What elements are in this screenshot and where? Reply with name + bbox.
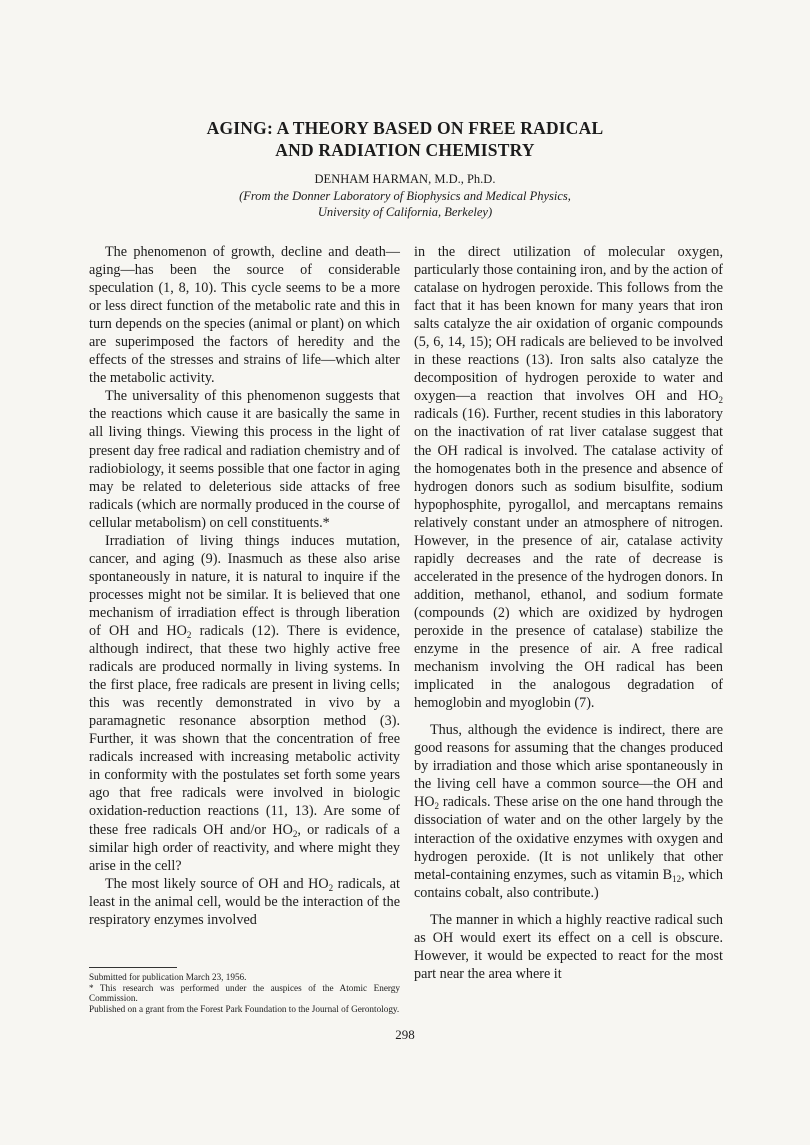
article-title-line-1: AGING: A THEORY BASED ON FREE RADICAL — [206, 118, 604, 138]
subscript: 2 — [292, 828, 298, 839]
paragraph-continued — [414, 243, 723, 712]
subscript: 12 — [672, 873, 682, 884]
paragraph-thus — [414, 721, 723, 901]
text-segment: in the direct utilization of molecular oxygen, particularly those containing iron, and by the action of catalase on hydrogen peroxide. This follows from the fact that it has been known for many years that iron salts catalyze the air oxidation of organic compounds (5, 6, 14, 15); OH radicals are believed to be involved in these reactions (13). Iron salts also catalyze the decomposition of hydrogen peroxide to water and oxygen—a reaction that involves OH and HO — [414, 244, 723, 405]
article-title-line-2: AND RADIATION CHEMISTRY — [275, 140, 535, 160]
text-segment: radicals (16). Further, recent studies in this laboratory on the inactivation of rat liver catalase suggest that the OH radical is involved. The catalase activity of the homogenates both in the presence and absence of hydrogen donors such as sodium bisulfite, sodium hypophosphite, pyrogallol, and mercaptans remains relatively constant under an atmosphere of nitrogen. However, in the presence of air, catalase activity rapidly decreases and the rate of decrease is accelerated in the presence of the hydrogen donors. In addition, methanol, ethanol, and sodium formate (compounds (2) which are oxidized by hydrogen peroxide in the presence of catalase) stabilize the enzyme in the presence of air. A free radical mechanism involving the OH radical has been implicated in the analogous degradation of hemoglobin and myoglobin (7). — [414, 406, 723, 712]
subscript: 2 — [186, 629, 192, 640]
right-column — [414, 243, 723, 983]
author-name: DENHAM HARMAN, M.D., Ph.D. — [314, 172, 496, 186]
subscript: 2 — [434, 801, 439, 812]
paragraph-manner: The manner in which a highly reactive radical such as OH would exert its effect on a cell is obscure. However, it would be expected to react for the most part near the area where it — [414, 911, 723, 982]
text-segment: , which contains cobalt, also contribute.) — [414, 866, 723, 901]
page-number: 298 — [395, 1027, 415, 1042]
affiliation-line-1: (From the Donner Laboratory of Biophysics and Medical Physics, — [239, 189, 571, 203]
paragraph-source — [89, 875, 400, 929]
text-segment: The most likely source of OH and HO — [105, 875, 329, 892]
subscript: 2 — [718, 395, 723, 406]
paragraph-universality: The universality of this phenomenon suggests that the reactions which cause it are basically the same in all living things. Viewing this process in the light of present day free radical and radiation chemistry and of radiobiology, it seems possible that one factor in aging may be related to deleterious side attacks of free radicals (which are normally produced in the course of cellular metabolism) on cell constituents.* — [89, 388, 400, 531]
paragraph-intro: The phenomenon of growth, decline and death—aging—has been the source of considerable speculation (1, 8, 10). This cycle seems to be a more or less direct function of the metabolic rate and this in turn depends on the species (animal or plant) on which are superimposed the factors of heredity and the effects of the stresses and strains of life—which alter the metabolic activity. — [89, 244, 400, 387]
text-segment: radicals, at least in the animal cell, would be the interaction of the respiratory enzymes involved — [89, 875, 400, 928]
footnote-published: Published on a grant from the Forest Park Foundation to the Journal of Gerontology. — [89, 1003, 400, 1014]
text-segment: , or radicals of a similar high order of reactivity, and where might they arise in the cell? — [89, 821, 400, 874]
footnotes — [89, 972, 400, 1014]
text-segment: radicals. These arise on the one hand through the dissociation of water and on the other largely by the interaction of the oxidative enzymes with oxygen and hydrogen peroxide. (It is not unlikely that other metal-containing enzymes, such as vitamin B — [414, 794, 723, 883]
footnote-rule — [89, 967, 177, 968]
paragraph-irradiation — [89, 532, 400, 875]
left-column — [89, 243, 400, 929]
subscript: 2 — [328, 882, 334, 893]
text-segment: Thus, although the evidence is indirect, there are good reasons for assuming that the changes produced by irradiation and those which arise spontaneously in the living cell have a common source—the OH and HO — [414, 722, 723, 811]
footnote-research: * This research was performed under the auspices of the Atomic Energy Commission. — [89, 982, 400, 1004]
text-segment: radicals (12). There is evidence, although indirect, that these two highly active free radicals are produced normally in living systems. In the first place, free radicals are present in living cells; this was recently demonstrated in vivo by a paramagnetic resonance absorption method (3). Further, it was shown that the concentration of free radicals increased with increasing metabolic activity in conformity with the postulates set forth some years ago that free radicals were involved in biologic oxidation-reduction reactions (11, 13). Are some of these free radicals OH and/or HO — [89, 622, 400, 838]
text-segment: Irradiation of living things induces mutation, cancer, and aging (9). Inasmuch as these also arise spontaneously in nature, it is natural to inquire if the processes might not be similar. It is believed that one mechanism of irradiation effect is through liberation of OH and HO — [89, 532, 400, 639]
footnote-submitted: Submitted for publication March 23, 1956. — [89, 972, 247, 982]
affiliation-line-2: University of California, Berkeley) — [317, 205, 493, 219]
